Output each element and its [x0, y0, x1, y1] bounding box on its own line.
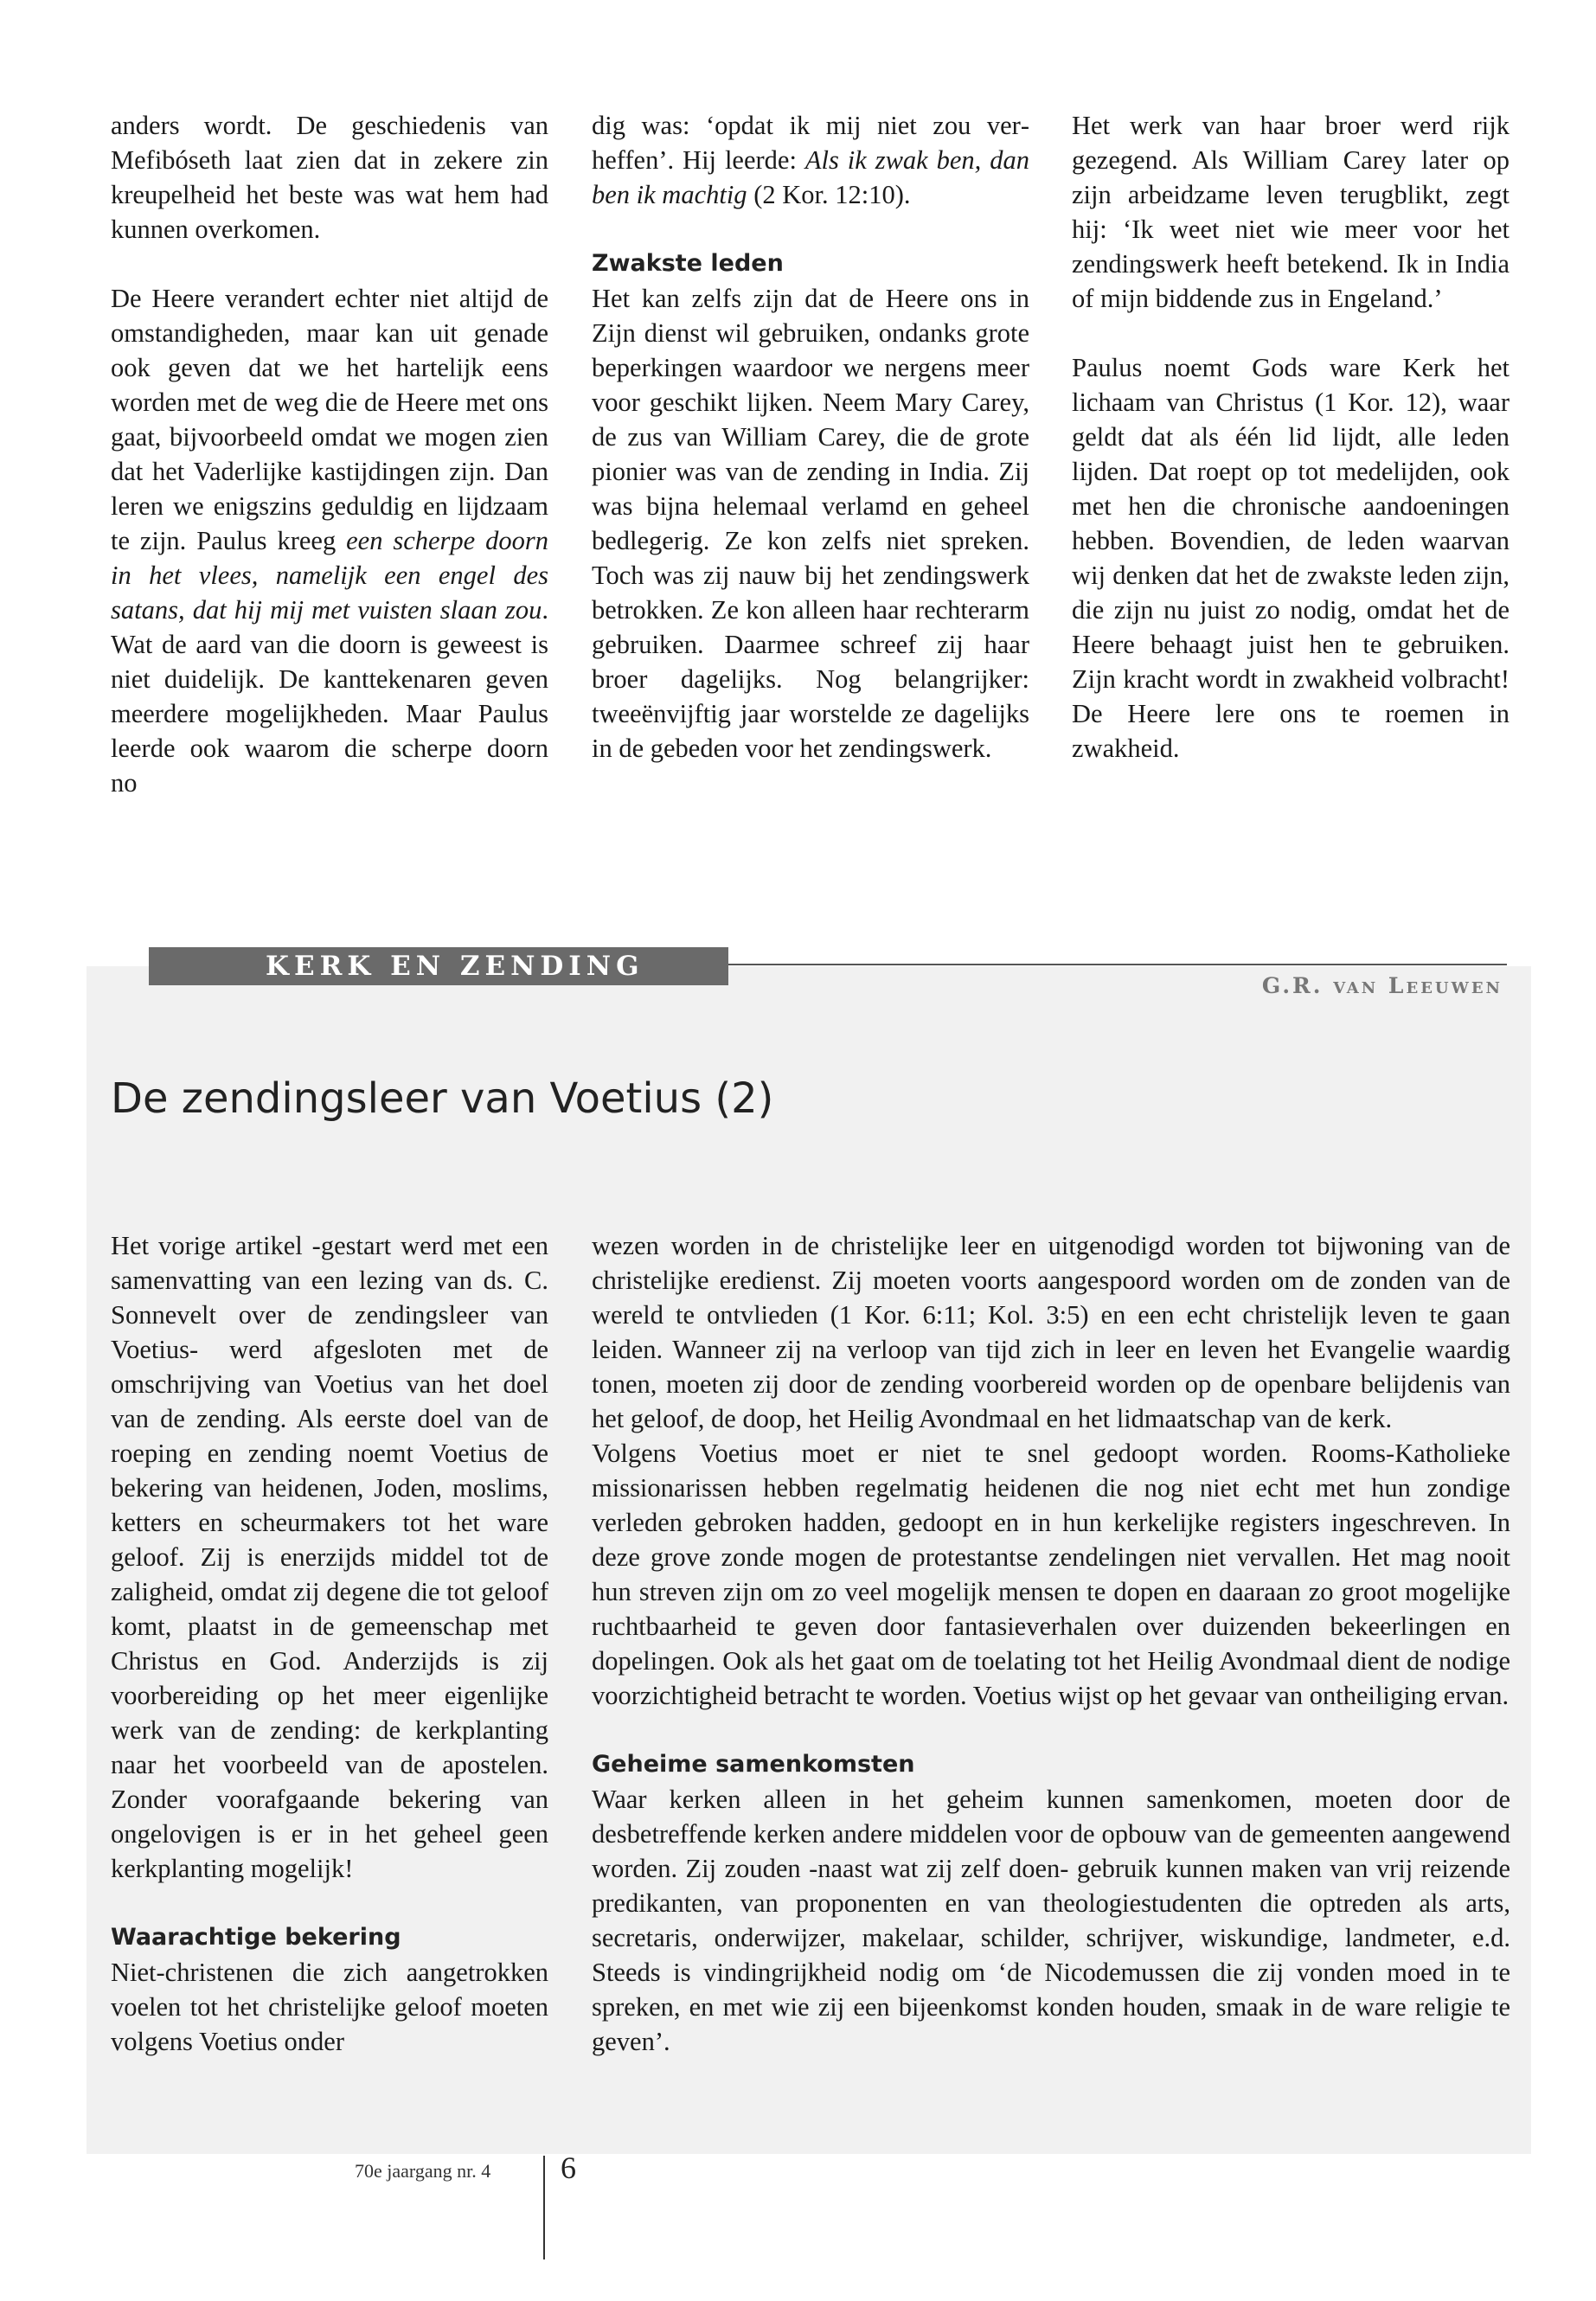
- paragraph: Het werk van haar broer werd rijk gezegend. Als William Carey later op zijn arbeidzame leven terugblikt, zegt hij: ‘Ik weet niet wie meer voor het zendingswerk heeft betekend. Ik in India of mijn biddende zus in Engeland.’: [1072, 111, 1509, 313]
- article-title: De zendingsleer van Voetius (2): [111, 1074, 774, 1123]
- scripture-quote: Als ik zwak ben, dan ben ik machtig: [592, 145, 1029, 209]
- rubric-divider: [728, 964, 1507, 965]
- folio-divider: [543, 2156, 545, 2259]
- article-author: G.R. van Leeuwen: [1261, 973, 1503, 998]
- paragraph: [592, 108, 1029, 212]
- text-run: (2 Kor. 12:10).: [747, 180, 911, 209]
- text-run: . Wat de aard van die doorn is geweest is niet duidelijk. De kanttekenaren geven meerdere mogelijkheden. Maar Paulus leerde ook waarom die scherpe doorn no: [111, 595, 548, 798]
- section-heading: Geheime samenkomsten: [592, 1751, 915, 1778]
- top-column-2: [592, 108, 1029, 766]
- text-run: dig was: ‘opdat ik mij niet zou verheffen’. Hij leerde:: [592, 111, 1029, 175]
- page-number: 6: [561, 2150, 576, 2185]
- paragraph: Niet-christenen die zich aangetrokken voelen tot het christelijke geloof moeten volgens Voetius onder: [111, 1958, 548, 2056]
- rubric-label: KERK EN ZENDING: [149, 947, 728, 985]
- article-column-1: [111, 1228, 548, 2059]
- paragraph: anders wordt. De geschiedenis van Mefibóseth laat zien dat in zekere zin kreupelheid het beste was wat hem had kunnen overkomen.: [111, 111, 548, 244]
- paragraph: Volgens Voetius moet er niet te snel gedoopt worden. Rooms-Katholieke missionarissen hebben regelmatig heidenen die nog niet echt met hun zondige verleden gebroken hadden, gedoopt en in hun kerkelijke registers ingeschreven. In deze grove zonde mogen de protestantse zendelingen niet vervallen. Het mag nooit hun streven zijn om zo veel mogelijk mensen te dopen en daaraan zo groot mogelijke ruchtbaarheid te geven door fantasieverhalen over duizenden bekeerlingen en dopelingen. Ook als het gaat om de toelating tot het Heilig Avondmaal dient de nodige voorzichtigheid betracht te worden. Voetius wijst op het gevaar van ontheiliging ervan.: [592, 1439, 1510, 1710]
- paragraph: Het vorige artikel -gestart werd met een samenvatting van een lezing van ds. C. Sonnevelt over de zendingsleer van Voetius- werd afgesloten met de omschrijving van Voetius van het doel van de zending. Als eerste doel van de roeping en zending noemt Voetius de bekering van heidenen, Joden, moslims, ketters en scheurmakers tot het ware geloof. Zij is enerzijds middel tot de zaligheid, omdat zij degene die tot geloof komt, plaatst in de gemeenschap met Christus en God. Anderzijds is zij voorbereiding op het meer eigenlijke werk van de zending: de kerkplanting naar het voorbeeld van de apostelen. Zonder voorafgaande bekering van ongelovigen is er in het geheel geen kerkplanting mogelijk!: [111, 1231, 548, 1883]
- section-heading: Waarachtige bekering: [111, 1924, 401, 1951]
- top-column-3: [1072, 108, 1509, 766]
- paragraph: Het kan zelfs zijn dat de Heere ons in Zijn dienst wil gebruiken, ondanks grote beperkingen waardoor we nergens meer voor geschikt lijken. Neem Mary Carey, de zus van William Carey, die de grote pionier was van de zending in India. Zij was bijna helemaal verlamd en geheel bedlegerig. Ze kon zelfs niet spreken. Toch was zij nauw bij het zendingswerk betrokken. Ze kon alleen haar rechterarm gebruiken. Daarmee schreef zij haar broer dagelijks. Nog belangrijker: tweeënvijftig jaar worstelde ze dagelijks in de gebeden voor het zendingswerk.: [592, 284, 1029, 763]
- paragraph: Waar kerken alleen in het geheim kunnen samenkomen, moeten door de desbetreffende kerken andere middelen voor de opbouw van de gemeenten aangewend worden. Zij zouden -naast wat zij zelf doen- gebruik kunnen maken van vrij reizende predikanten, van proponenten en van theologiestudenten die optreden als arts, secretaris, onderwijzer, makelaar, schilder, schrijver, wiskundige, landmeter, e.d. Steeds is vindingrijkheid nodig om ‘de Nicodemussen die zij vonden moed in te spreken, en met wie zij een bijeenkomst konden houden, smaak in de ware religie te geven’.: [592, 1785, 1510, 2056]
- section-heading: Zwakste leden: [592, 250, 784, 277]
- issue-info: 70e jaargang nr. 4: [355, 2160, 491, 2182]
- text-run: De Heere verandert echter niet altijd de omstandigheden, maar kan uit genade ook geven dat we het hartelijk eens worden met de weg die de Heere met ons gaat, bijvoorbeeld omdat we mogen zien dat het Vaderlijke kastijdingen zijn. Dan leren we enigszins geduldig en lijdzaam te zijn. Paulus kreeg: [111, 284, 548, 555]
- paragraph: wezen worden in de christelijke leer en uitgenodigd worden tot bijwoning van de christelijke eredienst. Zij moeten voorts aangespoord worden om de zonden van de wereld te ontvlieden (1 Kor. 6:11; Kol. 3:5) en een echt christelijk leven te gaan leiden. Wanneer zij na verloop van tijd zich in leer en leven het Evangelie waardig tonen, moeten zij door de zending voorbereid worden op de openbare belijdenis van het geloof, de doop, het Heilig Avondmaal en het lidmaatschap van de kerk.: [592, 1231, 1510, 1433]
- top-column-1: [111, 108, 548, 800]
- paragraph: [111, 281, 548, 800]
- scripture-quote: een scherpe doorn in het vlees, namelijk een engel des satans, dat hij mij met vuisten slaan zou: [111, 526, 549, 625]
- article-column-2: [592, 1228, 1510, 2059]
- paragraph: Paulus noemt Gods ware Kerk het lichaam van Christus (1 Kor. 12), waar geldt dat als één lid lijdt, alle leden lijden. Dat roept op tot medelijden, ook met hen die chronische aandoeningen hebben. Bovendien, de leden waarvan wij denken dat het de zwakste leden zijn, die zijn nu juist zo nodig, omdat het de Heere behaagt juist hen te gebruiken. Zijn kracht wordt in zwakheid volbracht! De Heere lere ons te roemen in zwakheid.: [1072, 353, 1509, 763]
